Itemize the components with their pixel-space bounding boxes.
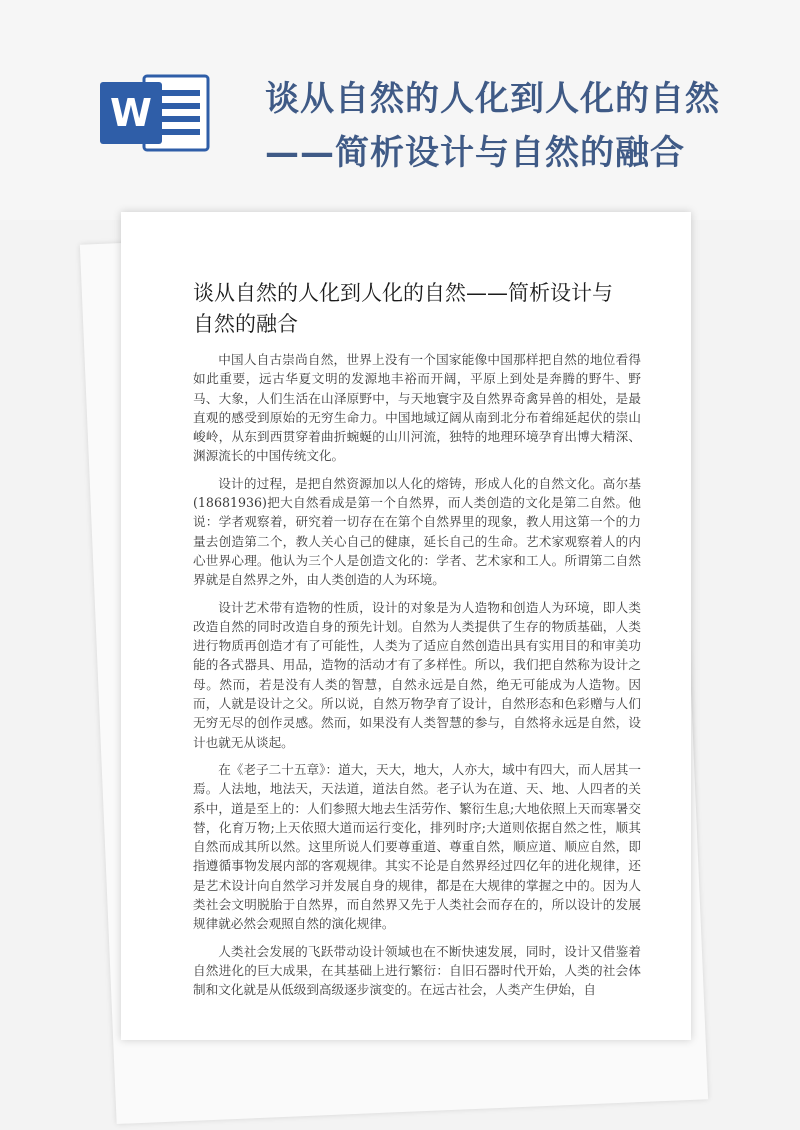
document-page [121,212,691,1040]
document-title: 谈从自然的人化到人化的自然——简析设计与自然的融合 [193,281,613,336]
paragraph-5: 人类社会发展的飞跃带动设计领域也在不断快速发展，同时，设计又借鉴着自然进化的巨大成果，在其基础上进行繁衍：自旧石器时代开始，人类的社会体制和文化就是从低级到高级逐步演变的。在远古社会，人类产生伊始，自 [193,943,641,998]
paragraph-4: 在《老子二十五章》：道大，天大，地大，人亦大，域中有四大，而人居其一焉。人法地，地法天，天法道，道法自然。老子认为在道、天、地、人四者的关系中，道是至上的：人们参照大地去生活劳作、繁衍生息;大地依照上天而寒暑交替，化育万物;上天依照大道而运行变化，排列时序;大道则依据自然之性，顺其自然而成其所以然。这里所说人们要尊重道、尊重自然，顺应道、顺应自然，即指遵循事物发展内部的客观规律。其实不论是自然界经过四亿年的进化规律，还是艺术设计向自然学习并发展自身的规律，都是在大规律的掌握之中的。因为人类社会文明脱胎于自然界，而自然界又先于人类社会而存在的，所以设计的发展规律就必然会观照自然的演化规律。 [193,761,641,932]
word-document-icon [100,70,212,156]
svg-text:W: W [110,91,152,135]
header-title-line1: 谈从自然的人化到人化的自然 [265,79,720,119]
paragraph-1: 中国人自古崇尚自然，世界上没有一个国家能像中国那样把自然的地位看得如此重要，远古华夏文明的发源地丰裕而开阔，平原上到处是奔腾的野牛、野马、大象，人们生活在山泽原野中，与天地寰宇及自然界奇禽异兽的相处，是最直观的感受到原始的无穷生命力。中国地域辽阔从南到北分布着绵延起伏的崇山峻岭，从东到西贯穿着曲折蜿蜒的山川河流，独特的地理环境孕育出博大精深、渊源流长的中国传统文化。 [193,352,641,464]
header-title-line2: ——简析设计与自然的融合 [265,133,685,173]
paragraph-2: 设计的过程，是把自然资源加以人化的熔铸，形成人化的自然文化。高尔基(18681936)把大自然看成是第一个自然界，而人类创造的文化是第二自然。他说：学者观察着，研究着一切存在在第个自然界里的现象，教人用这第一个的力量去创造第二个，教人关心自己的健康，延长自己的生命。艺术家观察着人的内心世界心理。他认为三个人是创造文化的：学者、艺术家和工人。所谓第二自然界就是自然界之外，由人类创造的人为环境。 [193,475,641,588]
paragraph-3: 设计艺术带有造物的性质，设计的对象是为人造物和创造人为环境，即人类改造自然的同时改造自身的预先计划。自然为人类提供了生存的物质基础，人类进行物质再创造才有了可能性，人类为了适应自然创造出具有实用目的和审美功能的各式器具、用品，造物的活动才有了多样性。所以，我们把自然称为设计之母。然而，若是没有人类的智慧，自然永远是自然，绝无可能成为人造物。因而，人就是设计之父。所以说，自然万物孕育了设计，自然形态和色彩赠与人们无穷无尽的创作灵感。然而，如果没有人类智慧的参与，自然将永远是自然，设计也就无从谈起。 [193,599,641,750]
header-title [265,72,765,180]
document-body [193,350,641,1008]
